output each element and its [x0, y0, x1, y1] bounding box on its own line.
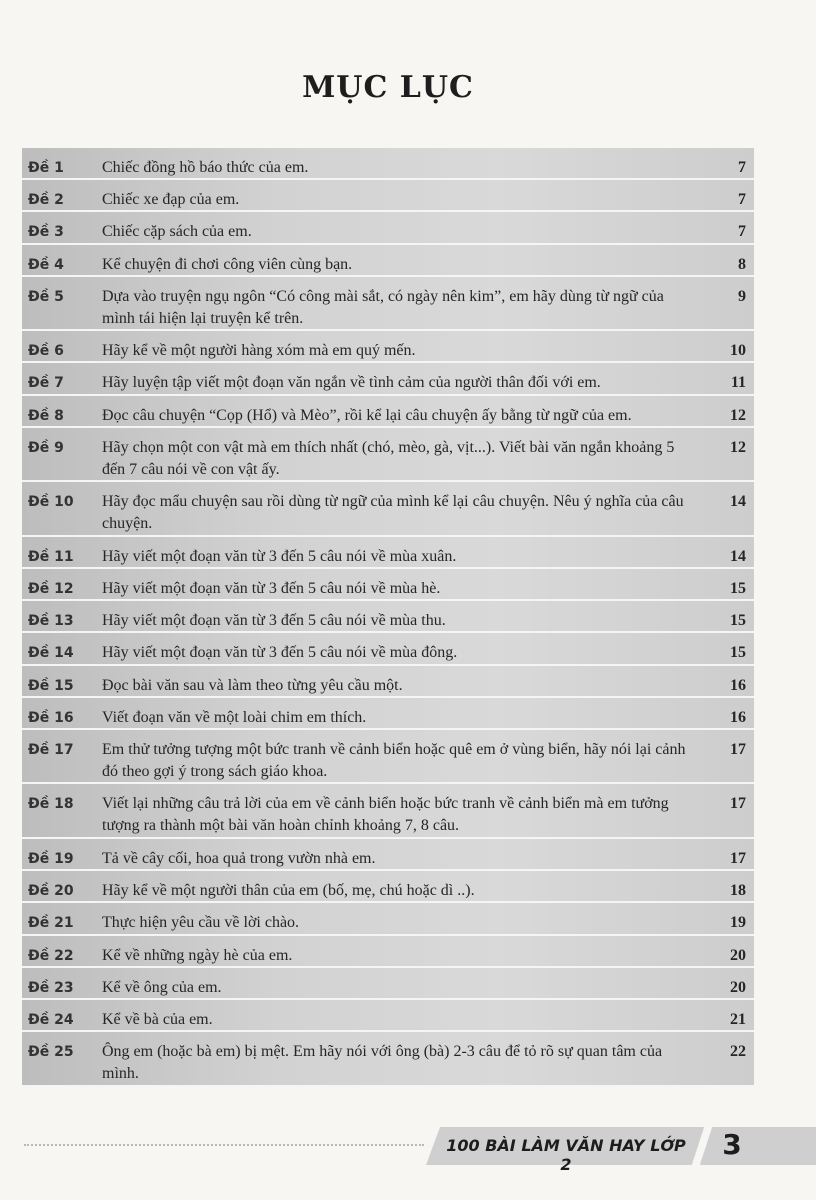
- entry-title: Hãy viết một đoạn văn từ 3 đến 5 câu nói về mùa thu.: [102, 612, 446, 630]
- entry-title: Kể về những ngày hè của em.: [102, 946, 293, 964]
- toc-row: [22, 839, 754, 871]
- entry-title: Đọc bài văn sau và làm theo từng yêu cầu một.: [102, 676, 403, 694]
- entry-label: Đề 3: [28, 224, 64, 241]
- entry-title: Viết đoạn văn về một loài chim em thích.: [102, 708, 367, 726]
- entry-label: Đề 12: [28, 581, 74, 597]
- toc-row: [22, 903, 754, 935]
- entry-page: 15: [730, 612, 746, 630]
- toc-row: [22, 482, 754, 537]
- footer-dotted-rule: [24, 1144, 424, 1146]
- toc-row: [22, 277, 754, 332]
- page-title: MỤC LỤC: [302, 70, 474, 105]
- toc-row: [22, 730, 754, 785]
- entry-page: 15: [730, 644, 746, 662]
- entry-page: 21: [730, 1010, 746, 1028]
- footer-book-title: 100 BÀI LÀM VĂN HAY LỚP 2: [446, 1136, 686, 1174]
- toc-row: [22, 180, 754, 212]
- entry-label: Đề 21: [28, 915, 74, 932]
- toc-row: [22, 1000, 754, 1032]
- entry-page: 17: [730, 849, 746, 867]
- table-of-contents: [22, 148, 754, 1087]
- entry-page: 14: [730, 547, 746, 565]
- entry-page: 8: [738, 255, 746, 273]
- entry-page: 11: [730, 374, 746, 392]
- toc-row: [22, 601, 754, 633]
- entry-title: Em thử tưởng tượng một bức tranh về cảnh biển hoặc quê em ở vùng biển, hãy nói lại cảnh đó theo gợi ý trong sách giáo khoa.: [102, 740, 686, 780]
- entry-page: 7: [738, 223, 746, 241]
- toc-row: [22, 1032, 754, 1087]
- entry-label: Đề 6: [28, 343, 64, 360]
- entry-title: Hãy luyện tập viết một đoạn văn ngắn về tình cảm của người thân đối với em.: [102, 374, 601, 392]
- toc-row: [22, 784, 754, 839]
- entry-title: Hãy viết một đoạn văn từ 3 đến 5 câu nói về mùa hè.: [102, 580, 441, 597]
- entry-label: Đề 11: [28, 548, 74, 565]
- toc-row: [22, 331, 754, 363]
- entry-page: 15: [730, 580, 746, 597]
- entry-page: 10: [730, 342, 746, 360]
- entry-title: Thực hiện yêu cầu về lời chào.: [102, 914, 300, 932]
- entry-label: Đề 9: [28, 439, 64, 456]
- entry-label: Đề 7: [28, 375, 64, 392]
- entry-title: Kể về bà của em.: [102, 1010, 213, 1028]
- entry-label: Đề 2: [28, 192, 64, 209]
- entry-page: 20: [730, 946, 746, 964]
- entry-title: Chiếc xe đạp của em.: [102, 191, 240, 209]
- entry-title: Ông em (hoặc bà em) bị mệt. Em hãy nói với ông (bà) 2-3 câu để tỏ rõ sự quan tâm của mình.: [102, 1043, 663, 1083]
- entry-title: Hãy kể về một người hàng xóm mà em quý mến.: [102, 342, 416, 360]
- entry-label: Đề 13: [28, 613, 74, 630]
- page-number: 3: [722, 1128, 742, 1161]
- entry-page: 9: [738, 287, 746, 305]
- entry-label: Đề 23: [28, 979, 74, 996]
- entry-title: Hãy chọn một con vật mà em thích nhất (chó, mèo, gà, vịt...). Viết bài văn ngắn khoảng 5 đến 7 câu nói về con vật ấy.: [102, 438, 675, 478]
- entry-title: Dựa vào truyện ngụ ngôn “Có công mài sắt, có ngày nên kim”, em hãy dùng từ ngữ của mình tái hiện lại truyện kể trên.: [102, 287, 664, 327]
- entry-title: Hãy viết một đoạn văn từ 3 đến 5 câu nói về mùa xuân.: [102, 547, 457, 565]
- toc-row: [22, 936, 754, 968]
- entry-title: Chiếc cặp sách của em.: [102, 223, 252, 241]
- entry-label: Đề 18: [28, 796, 74, 813]
- entry-page: 22: [730, 1043, 746, 1061]
- entry-label: Đề 4: [28, 256, 64, 273]
- entry-title: Tả về cây cối, hoa quả trong vườn nhà em.: [102, 849, 376, 867]
- entry-title: Đọc câu chuyện “Cọp (Hổ) và Mèo”, rồi kể lại câu chuyện ấy bằng từ ngữ của em.: [102, 406, 632, 424]
- toc-row: [22, 363, 754, 395]
- entry-label: Đề 20: [28, 883, 74, 900]
- toc-row: [22, 396, 754, 428]
- entry-page: 12: [730, 406, 746, 424]
- entry-page: 18: [730, 882, 746, 900]
- entry-title: Hãy viết một đoạn văn từ 3 đến 5 câu nói về mùa đông.: [102, 644, 458, 662]
- toc-row: [22, 871, 754, 903]
- toc-row: [22, 212, 754, 244]
- toc-row: [22, 537, 754, 569]
- toc-row: [22, 633, 754, 665]
- entry-title: Hãy đọc mẩu chuyện sau rồi dùng từ ngữ của mình kể lại câu chuyện. Nêu ý nghĩa của câu chuyện.: [102, 493, 684, 533]
- entry-page: 16: [730, 676, 746, 694]
- entry-label: Đề 25: [28, 1044, 74, 1061]
- entry-page: 20: [730, 978, 746, 996]
- entry-page: 17: [730, 740, 746, 758]
- entry-label: Đề 10: [28, 494, 74, 511]
- entry-page: 16: [730, 708, 746, 726]
- entry-label: Đề 8: [28, 407, 64, 424]
- entry-page: 19: [730, 914, 746, 932]
- entry-label: Đề 15: [28, 677, 74, 694]
- entry-title: Viết lại những câu trả lời của em về cảnh biển hoặc bức tranh về cảnh biển mà em tưởng tượng ra thành một bài văn hoàn chỉnh khoảng 7, 8 câu.: [102, 795, 669, 835]
- entry-label: Đề 19: [28, 850, 74, 867]
- toc-row: [22, 245, 754, 277]
- entry-label: Đề 1: [28, 160, 64, 176]
- entry-page: 14: [730, 493, 746, 511]
- entry-page: 7: [738, 159, 746, 176]
- entry-title: Kể về ông của em.: [102, 978, 222, 996]
- toc-row: [22, 428, 754, 483]
- entry-title: Kể chuyện đi chơi công viên cùng bạn.: [102, 255, 353, 273]
- toc-row: [22, 569, 754, 601]
- toc-row: [22, 148, 754, 180]
- entry-title: Hãy kể về một người thân của em (bố, mẹ, chú hoặc dì ..).: [102, 882, 475, 900]
- entry-page: 7: [738, 191, 746, 209]
- entry-page: 17: [730, 795, 746, 813]
- toc-row: [22, 698, 754, 730]
- entry-label: Đề 22: [28, 947, 74, 964]
- entry-label: Đề 5: [28, 288, 64, 305]
- entry-label: Đề 16: [28, 709, 74, 726]
- entry-label: Đề 14: [28, 645, 74, 662]
- entry-label: Đề 17: [28, 741, 74, 758]
- entry-label: Đề 24: [28, 1011, 74, 1028]
- toc-row: [22, 666, 754, 698]
- toc-row: [22, 968, 754, 1000]
- entry-page: 12: [730, 438, 746, 456]
- entry-title: Chiếc đồng hồ báo thức của em.: [102, 159, 309, 176]
